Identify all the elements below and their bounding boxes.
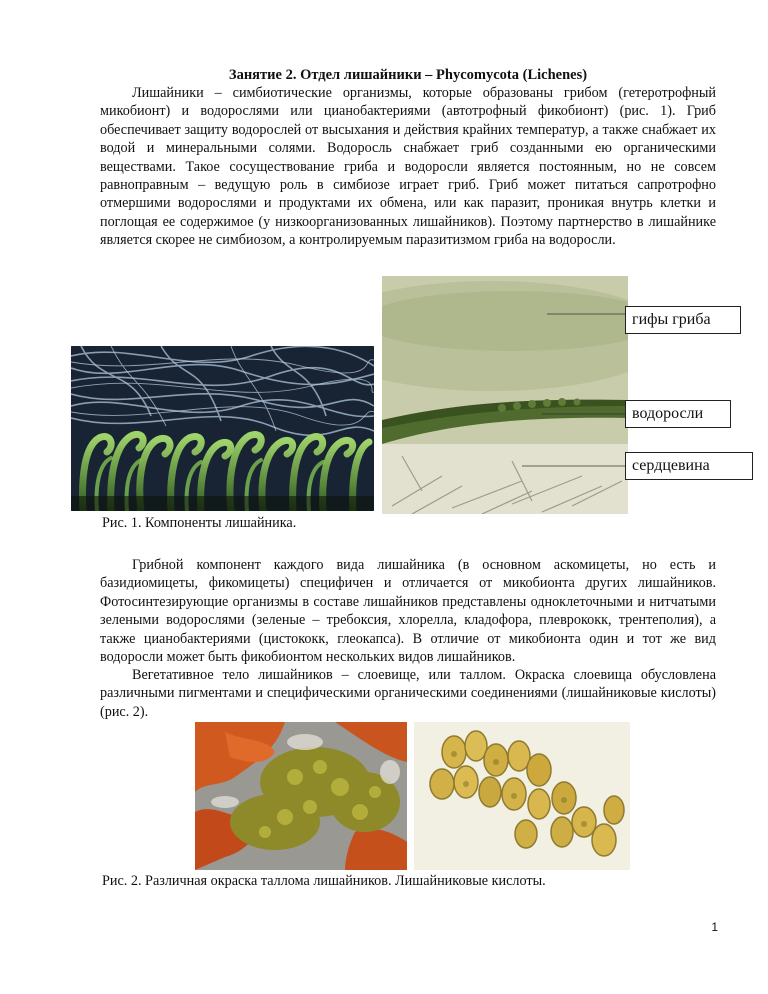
yellow-cells-drawing [414,722,630,870]
thallus-paragraph: Вегетативное тело лишайников – слоевище, или таллом. Окраска слоевища обусловлена различными пигментами и специфическими органическими соединениями (лишайниковые кислоты) (рис. 2). [100,667,716,720]
lichen-acids-micrograph [414,722,630,870]
lichen-thallus-photo [195,722,407,870]
label-algae: водоросли [625,400,731,428]
page-number: 1 [711,920,718,934]
label-hyphae: гифы гриба [625,306,741,334]
intro-paragraph: Лишайники – симбиотические организмы, которые образованы грибом (гетеротрофный микобионт) и водорослями или цианобактериями (автотрофный фикобионт) (рис. 1). Гриб обеспечивает защиту водорослей от высыхания и действия крайних температур, а также снабжает их водой и минеральными солями. Водоросль снабжает гриб созданными ею органическими веществами. Такое сосуществование гриба и водоросли является постоянным, но не совсем равноправным – ведущую роль в симбиозе играет гриб. Гриб может питаться сапротрофно отмершими водорослями и продуктами их обмена, или как паразит, проникая внутрь клетки и поглощая ее содержимое (у низкоорганизованных лишайников). Поэтому партнерство в лишайнике является скорее не симбиозом, а контролируемым паразитизмом гриба на водоросли. [100,85,716,249]
micrograph-drawing [382,276,628,514]
hyphae-and-algae-drawing [71,346,374,511]
lichen-micrograph [382,276,628,514]
label-medulla: сердцевина [625,452,753,480]
figure2-caption: Рис. 2. Различная окраска таллома лишайников. Лишайниковые кислоты. [102,873,546,889]
components-paragraph: Грибной компонент каждого вида лишайника (в основном аскомицеты, но есть и базидиомицеты, фикомицеты) специфичен и отличается от микобионта других лишайников. Фотосинтезирующие организмы в составе лишайников представлены одноклеточными и нитчатыми зелеными водорослями (зеленые – требоксия, хлорелла, кладофора, плеврококк, трентеполия), а также цианобактериями (цистококк, глеокапса). В отличие от микобионта один и тот же вид водоросли может быть фикобионтом нескольких видов лишайников. [100,557,716,666]
figure1-caption: Рис. 1. Компоненты лишайника. [102,515,297,531]
lichen-colors-drawing [195,722,407,870]
fungi-algae-illustration [71,346,374,511]
page-title: Занятие 2. Отдел лишайники – Phycomycota (Lichenes) [228,67,588,83]
